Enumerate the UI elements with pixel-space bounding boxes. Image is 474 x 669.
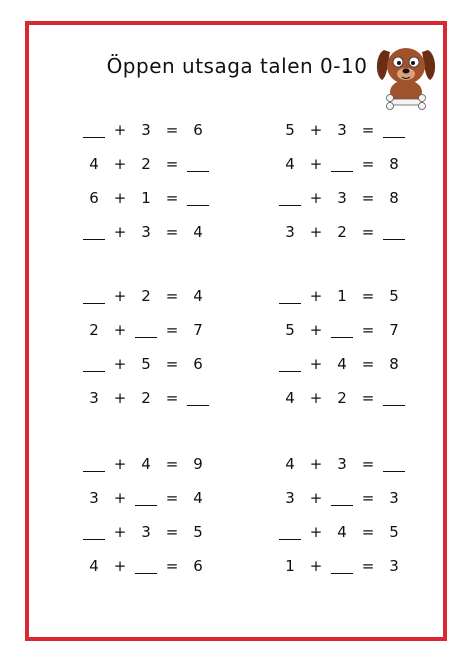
- answer-blank[interactable]: [330, 318, 354, 342]
- number: 5: [141, 355, 151, 373]
- plus-sign: +: [309, 121, 323, 139]
- answer-blank[interactable]: [134, 554, 158, 578]
- answer-blank[interactable]: [278, 186, 302, 210]
- answer-blank[interactable]: [278, 520, 302, 544]
- answer-blank[interactable]: [382, 118, 406, 142]
- answer-blank[interactable]: [330, 152, 354, 176]
- plus-sign: +: [113, 389, 127, 407]
- answer-blank[interactable]: [82, 118, 106, 142]
- dog-with-bone-icon: [376, 40, 436, 116]
- equation-row: [278, 220, 408, 244]
- answer-blank[interactable]: [330, 486, 354, 510]
- equals-sign: =: [165, 489, 179, 507]
- number: 2: [141, 287, 151, 305]
- equals-sign: =: [165, 121, 179, 139]
- equation-row: [278, 520, 408, 544]
- number: 5: [285, 321, 295, 339]
- number: 2: [337, 223, 347, 241]
- equals-sign: =: [165, 223, 179, 241]
- number: 4: [337, 523, 347, 541]
- equation-row: [82, 352, 212, 376]
- equals-sign: =: [165, 557, 179, 575]
- plus-sign: +: [309, 389, 323, 407]
- equation-row: [278, 486, 408, 510]
- number: 2: [141, 389, 151, 407]
- equals-sign: =: [361, 189, 375, 207]
- equation-row: [82, 220, 212, 244]
- equation-row: [82, 554, 212, 578]
- number: 6: [193, 121, 203, 139]
- equals-sign: =: [165, 321, 179, 339]
- plus-sign: +: [309, 287, 323, 305]
- answer-blank[interactable]: [186, 152, 210, 176]
- number: 8: [389, 355, 399, 373]
- equals-sign: =: [361, 355, 375, 373]
- equation-row: [82, 486, 212, 510]
- plus-sign: +: [113, 557, 127, 575]
- equals-sign: =: [361, 455, 375, 473]
- number: 9: [193, 455, 203, 473]
- plus-sign: +: [309, 489, 323, 507]
- number: 7: [389, 321, 399, 339]
- number: 5: [389, 523, 399, 541]
- equals-sign: =: [361, 321, 375, 339]
- plus-sign: +: [113, 355, 127, 373]
- answer-blank[interactable]: [82, 352, 106, 376]
- number: 1: [141, 189, 151, 207]
- answer-blank[interactable]: [134, 318, 158, 342]
- number: 3: [89, 489, 99, 507]
- number: 3: [141, 523, 151, 541]
- number: 4: [285, 389, 295, 407]
- answer-blank[interactable]: [82, 452, 106, 476]
- page-title: Öppen utsaga talen 0-10: [106, 54, 368, 78]
- answer-blank[interactable]: [382, 386, 406, 410]
- number: 4: [285, 155, 295, 173]
- number: 2: [141, 155, 151, 173]
- answer-blank[interactable]: [82, 520, 106, 544]
- equals-sign: =: [361, 557, 375, 575]
- answer-blank[interactable]: [382, 452, 406, 476]
- equation-row: [278, 186, 408, 210]
- equals-sign: =: [361, 223, 375, 241]
- number: 4: [193, 287, 203, 305]
- equals-sign: =: [165, 523, 179, 541]
- equals-sign: =: [361, 489, 375, 507]
- equation-row: [278, 284, 408, 308]
- number: 3: [389, 557, 399, 575]
- number: 4: [141, 455, 151, 473]
- answer-blank[interactable]: [278, 284, 302, 308]
- plus-sign: +: [309, 223, 323, 241]
- plus-sign: +: [309, 155, 323, 173]
- number: 4: [337, 355, 347, 373]
- number: 5: [193, 523, 203, 541]
- equation-row: [278, 318, 408, 342]
- number: 3: [89, 389, 99, 407]
- plus-sign: +: [113, 287, 127, 305]
- plus-sign: +: [113, 223, 127, 241]
- number: 6: [193, 355, 203, 373]
- plus-sign: +: [309, 321, 323, 339]
- equals-sign: =: [165, 455, 179, 473]
- equals-sign: =: [361, 389, 375, 407]
- plus-sign: +: [309, 355, 323, 373]
- number: 4: [193, 489, 203, 507]
- equation-row: [82, 284, 212, 308]
- plus-sign: +: [113, 189, 127, 207]
- number: 3: [337, 121, 347, 139]
- equals-sign: =: [361, 155, 375, 173]
- number: 1: [337, 287, 347, 305]
- plus-sign: +: [113, 523, 127, 541]
- equals-sign: =: [165, 155, 179, 173]
- equals-sign: =: [165, 355, 179, 373]
- equation-row: [278, 452, 408, 476]
- equals-sign: =: [361, 523, 375, 541]
- number: 5: [389, 287, 399, 305]
- plus-sign: +: [113, 121, 127, 139]
- answer-blank[interactable]: [82, 220, 106, 244]
- plus-sign: +: [309, 557, 323, 575]
- plus-sign: +: [309, 189, 323, 207]
- plus-sign: +: [309, 455, 323, 473]
- number: 7: [193, 321, 203, 339]
- equals-sign: =: [361, 287, 375, 305]
- plus-sign: +: [113, 489, 127, 507]
- number: 4: [89, 557, 99, 575]
- equation-row: [278, 352, 408, 376]
- number: 3: [285, 489, 295, 507]
- equation-row: [82, 118, 212, 142]
- number: 3: [141, 223, 151, 241]
- number: 3: [141, 121, 151, 139]
- answer-blank[interactable]: [186, 386, 210, 410]
- number: 3: [337, 189, 347, 207]
- plus-sign: +: [113, 155, 127, 173]
- equation-row: [82, 152, 212, 176]
- number: 3: [285, 223, 295, 241]
- number: 8: [389, 189, 399, 207]
- equals-sign: =: [165, 189, 179, 207]
- number: 8: [389, 155, 399, 173]
- number: 1: [285, 557, 295, 575]
- number: 2: [337, 389, 347, 407]
- equals-sign: =: [165, 389, 179, 407]
- number: 6: [89, 189, 99, 207]
- number: 3: [389, 489, 399, 507]
- number: 5: [285, 121, 295, 139]
- equation-row: [82, 318, 212, 342]
- number: 4: [89, 155, 99, 173]
- answer-blank[interactable]: [330, 554, 354, 578]
- number: 3: [337, 455, 347, 473]
- number: 2: [89, 321, 99, 339]
- equation-row: [278, 152, 408, 176]
- number: 6: [193, 557, 203, 575]
- answer-blank[interactable]: [82, 284, 106, 308]
- equation-row: [278, 554, 408, 578]
- answer-blank[interactable]: [134, 486, 158, 510]
- equals-sign: =: [165, 287, 179, 305]
- plus-sign: +: [113, 321, 127, 339]
- answer-blank[interactable]: [278, 352, 302, 376]
- equation-row: [278, 386, 408, 410]
- answer-blank[interactable]: [186, 186, 210, 210]
- plus-sign: +: [309, 523, 323, 541]
- number: 4: [193, 223, 203, 241]
- answer-blank[interactable]: [382, 220, 406, 244]
- equation-row: [82, 452, 212, 476]
- equation-row: [82, 520, 212, 544]
- number: 4: [285, 455, 295, 473]
- equals-sign: =: [361, 121, 375, 139]
- equation-row: [82, 186, 212, 210]
- plus-sign: +: [113, 455, 127, 473]
- equation-row: [278, 118, 408, 142]
- equation-row: [82, 386, 212, 410]
